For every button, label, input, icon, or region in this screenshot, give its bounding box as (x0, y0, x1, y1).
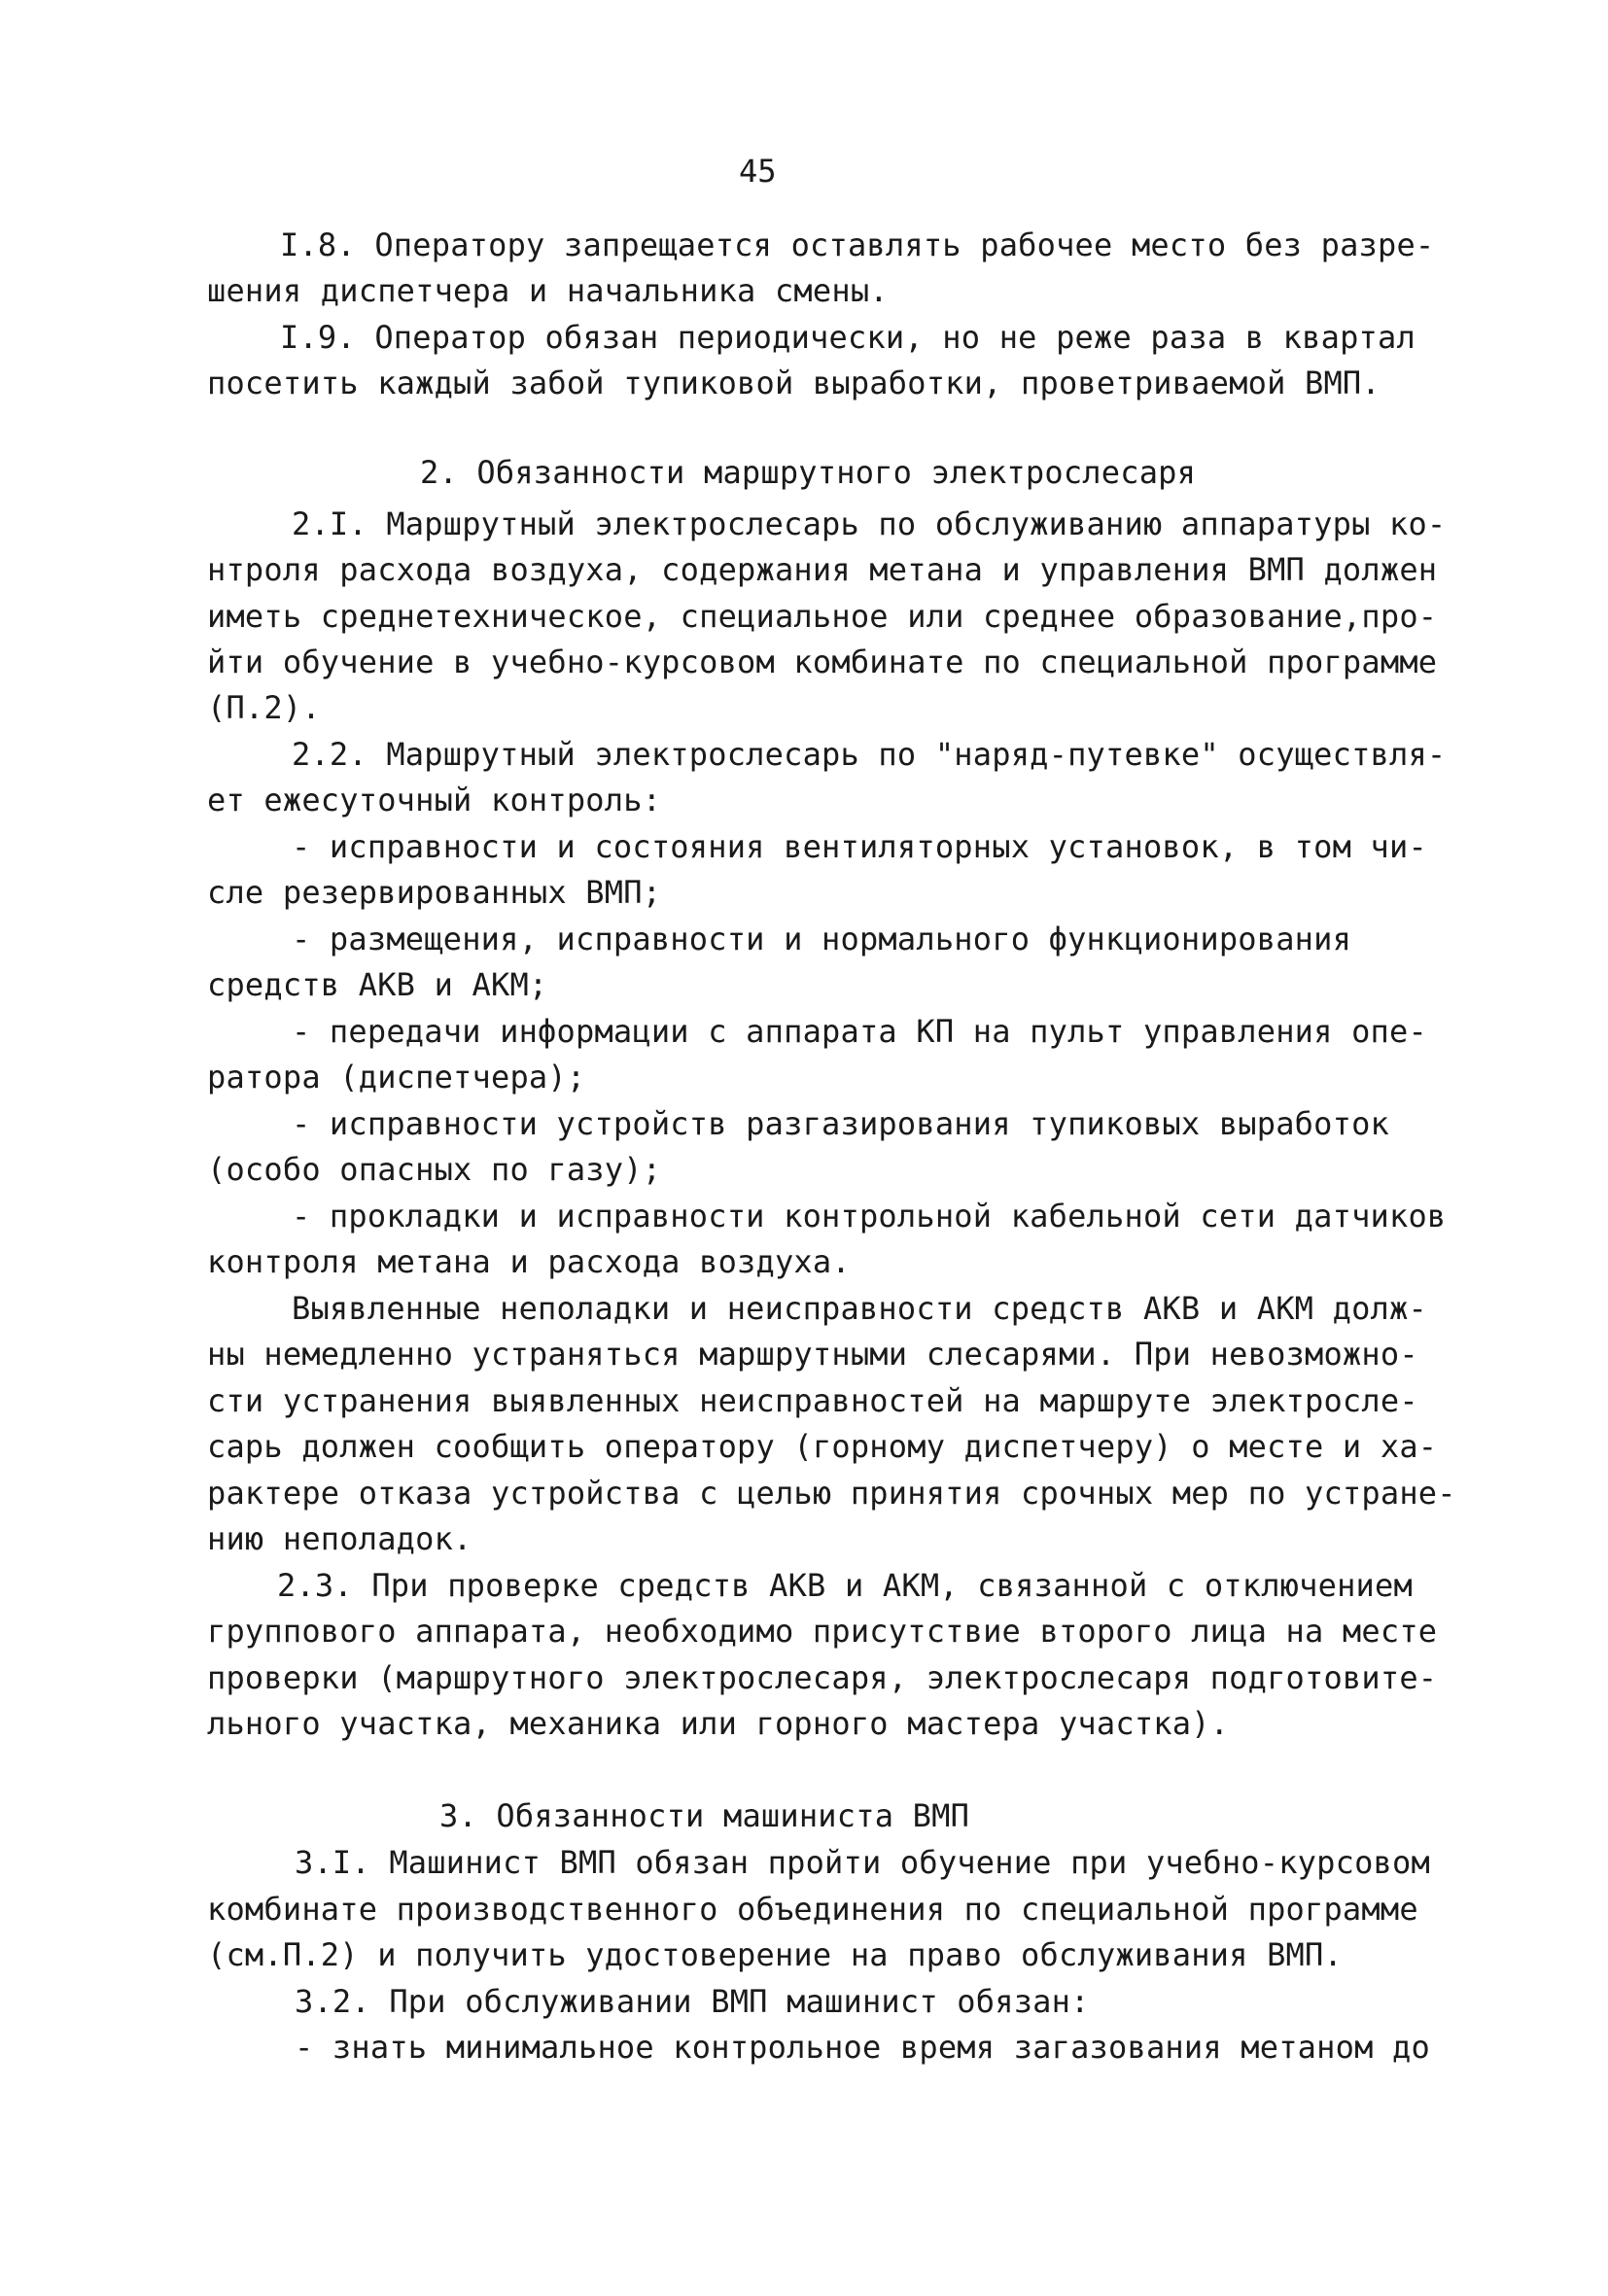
text-line: средств АКВ и АКМ; (207, 966, 548, 1003)
text-line: - передачи информации с аппарата КП на пульт управления опе- (292, 1013, 1427, 1050)
text-line: - исправности устройств разгазирования тупиковых выработок (292, 1105, 1390, 1142)
text-line: ратора (диспетчера); (207, 1059, 586, 1096)
text-line: I.9. Оператор обязан периодически, но не реже раза в квартал (280, 319, 1416, 356)
text-line: контроля метана и расхода воздуха. (207, 1243, 851, 1280)
text-line: I.8. Оператору запрещается оставлять рабочее место без разре- (280, 226, 1435, 263)
text-line: - размещения, исправности и нормального функционирования (292, 921, 1352, 957)
text-line: - знать минимальное контрольное время загазования метаном до (295, 2029, 1430, 2066)
text-line: проверки (маршрутного электрослесаря, электрослесаря подготовите- (207, 1659, 1438, 1696)
section-heading: 3. Обязанности машиниста ВМП (439, 1797, 970, 1834)
text-line: комбинате производственного объединения по специальной программе (207, 1891, 1418, 1928)
text-line: сти устранения выявленных неисправностей на маршруте электросле- (207, 1382, 1418, 1419)
text-line: посетить каждый забой тупиковой выработки, проветриваемой ВМП. (207, 365, 1381, 401)
text-line: иметь среднетехническое, специальное или среднее образование,про- (207, 598, 1438, 635)
text-line: 3.I. Машинист ВМП обязан пройти обучение при учебно-курсовом (295, 1844, 1430, 1881)
text-line: Выявленные неполадки и неисправности средств АКВ и АКМ долж- (292, 1290, 1427, 1327)
section-heading: 2. Обязанности маршрутного электрослесаря (420, 454, 1197, 491)
text-line: льного участка, механика или горного мастера участка). (207, 1705, 1230, 1742)
text-line: - исправности и состояния вентиляторных установок, в том чи- (292, 828, 1427, 865)
text-line: - прокладки и исправности контрольной кабельной сети датчиков (292, 1198, 1447, 1235)
text-line: нтроля расхода воздуха, содержания метана и управления ВМП должен (207, 551, 1438, 588)
text-line: группового аппарата, необходимо присутствие второго лица на месте (207, 1613, 1438, 1650)
text-line: 2.2. Маршрутный электрослесарь по "наряд-путевке" осуществля- (292, 736, 1447, 773)
text-line: йти обучение в учебно-курсовом комбинате по специальной программе (207, 644, 1438, 680)
text-line: сарь должен сообщить оператору (горному диспетчеру) о месте и ха- (207, 1428, 1438, 1465)
text-line: шения диспетчера и начальника смены. (207, 272, 889, 309)
text-line: нию неполадок. (207, 1520, 472, 1557)
text-line: (П.2). (207, 689, 321, 726)
text-line: (см.П.2) и получить удостоверение на право обслуживания ВМП. (207, 1936, 1343, 1973)
text-line: 2.I. Маршрутный электрослесарь по обслуживанию аппаратуры ко- (292, 505, 1447, 542)
page-number: 45 (739, 153, 777, 190)
text-line: ны немедленно устраняться маршрутными слесарями. При невозможно- (207, 1336, 1418, 1373)
text-line: 2.3. При проверке средств АКВ и АКМ, связанной с отключением (277, 1567, 1413, 1604)
text-line: сле резервированных ВМП; (207, 874, 662, 911)
text-line: 3.2. При обслуживании ВМП машинист обязан: (295, 1983, 1090, 2020)
text-line: ет ежесуточный контроль: (207, 782, 662, 818)
text-line: (особо опасных по газу); (207, 1151, 662, 1188)
text-line: рактере отказа устройства с целью принятия срочных мер по устране- (207, 1475, 1456, 1512)
